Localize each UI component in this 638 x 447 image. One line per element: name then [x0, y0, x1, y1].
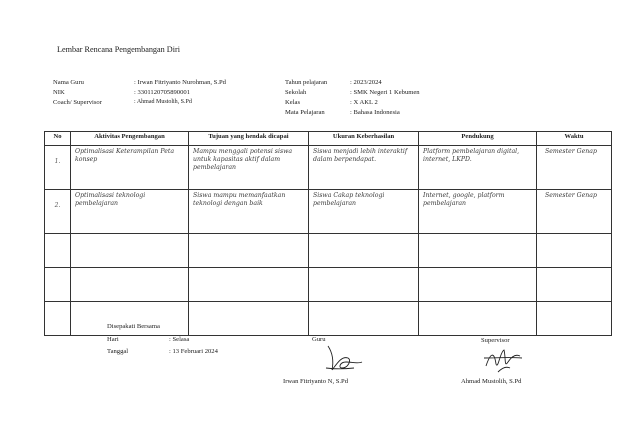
cell-pendukung — [419, 268, 537, 302]
cell-tujuan: Mampu menggali potensi siswa untuk kapasitas aktif dalam pembelajaran — [189, 146, 309, 190]
info-label-mapel: Mata Pelajaran — [285, 109, 325, 116]
info-label-sekolah: Sekolah — [285, 89, 307, 96]
header-aktivitas: Aktivitas Pengembangan — [71, 132, 189, 146]
cell-aktivitas — [71, 234, 189, 268]
agreement-hari-value: : Selasa — [169, 336, 190, 343]
agreement-tanggal-label: Tanggal — [107, 348, 129, 355]
guru-signature-image — [318, 338, 364, 378]
document-title: Lembar Rencana Pengembangan Diri — [57, 45, 180, 54]
supervisor-signature-image — [478, 344, 524, 378]
info-label-nama-guru: Nama Guru — [53, 79, 84, 86]
cell-no: 1. — [45, 146, 71, 190]
cell-no — [45, 268, 71, 302]
agreement-heading: Disepakati Bersama — [107, 323, 160, 330]
header-waktu: Waktu — [537, 132, 612, 146]
agreement-tanggal-value: : 13 Februari 2024 — [169, 348, 218, 355]
cell-ukuran — [309, 268, 419, 302]
info-label-tahun: Tahun pelajaran — [285, 79, 328, 86]
info-value-nik: : 3301120705890001 — [134, 89, 190, 96]
cell-aktivitas: Optimalisasi Keterampilan Peta konsep — [71, 146, 189, 190]
info-value-coach: : Ahmad Mustolih, S.Pd — [134, 99, 192, 105]
cell-tujuan — [189, 234, 309, 268]
cell-pendukung — [419, 234, 537, 268]
cell-waktu — [537, 268, 612, 302]
table-row — [45, 302, 612, 336]
header-ukuran: Ukuran Keberhasilan — [309, 132, 419, 146]
cell-tujuan — [189, 302, 309, 336]
cell-pendukung: Platform pembelajaran digital, internet, LKPD. — [419, 146, 537, 190]
cell-ukuran: Siswa menjadi lebih interaktif dalam berpendapat. — [309, 146, 419, 190]
table-row — [45, 268, 612, 302]
info-label-coach: Coach/ Supervisor — [53, 99, 102, 106]
guru-name: Irwan Fitriyanto N, S.Pd — [283, 378, 349, 385]
info-value-nama-guru: : Irwan Fitriyanto Nurohman, S.Pd — [134, 79, 226, 86]
info-label-nik: NIK — [53, 89, 65, 96]
cell-no: 2. — [45, 190, 71, 234]
header-pendukung: Pendukung — [419, 132, 537, 146]
cell-tujuan — [189, 268, 309, 302]
table-row — [45, 146, 612, 190]
cell-waktu — [537, 234, 612, 268]
cell-aktivitas — [71, 268, 189, 302]
cell-waktu: Semester Genap — [537, 146, 612, 190]
cell-waktu — [537, 302, 612, 336]
info-value-sekolah: : SMK Negeri 1 Kebumen — [350, 89, 420, 96]
cell-pendukung — [419, 302, 537, 336]
development-plan-table — [44, 131, 612, 336]
cell-waktu: Semester Genap — [537, 190, 612, 234]
info-value-kelas: : X AKL 2 — [350, 99, 378, 106]
cell-ukuran — [309, 234, 419, 268]
cell-aktivitas — [71, 302, 189, 336]
supervisor-name: Ahmad Mustolih, S.Pd — [461, 378, 522, 385]
info-value-mapel: : Bahasa Indonesia — [350, 109, 400, 116]
guru-label: Guru — [312, 336, 326, 343]
cell-no — [45, 234, 71, 268]
cell-tujuan: Siswa mampu memanfaatkan teknologi dengan baik — [189, 190, 309, 234]
supervisor-label: Supervisor — [481, 337, 510, 344]
cell-aktivitas: Optimalisasi teknologi pembelajaran — [71, 190, 189, 234]
cell-ukuran: Siswa Cakap teknologi pembelajaran — [309, 190, 419, 234]
cell-no — [45, 302, 71, 336]
table-header-row — [45, 132, 612, 146]
header-no: No — [45, 132, 71, 146]
cell-pendukung: Internet, google, platform pembelajaran — [419, 190, 537, 234]
cell-ukuran — [309, 302, 419, 336]
header-tujuan: Tujuan yang hendak dicapai — [189, 132, 309, 146]
table-row — [45, 234, 612, 268]
info-value-tahun: : 2023/2024 — [350, 79, 382, 86]
info-label-kelas: Kelas — [285, 99, 301, 106]
agreement-hari-label: Hari — [107, 336, 119, 343]
table-row — [45, 190, 612, 234]
